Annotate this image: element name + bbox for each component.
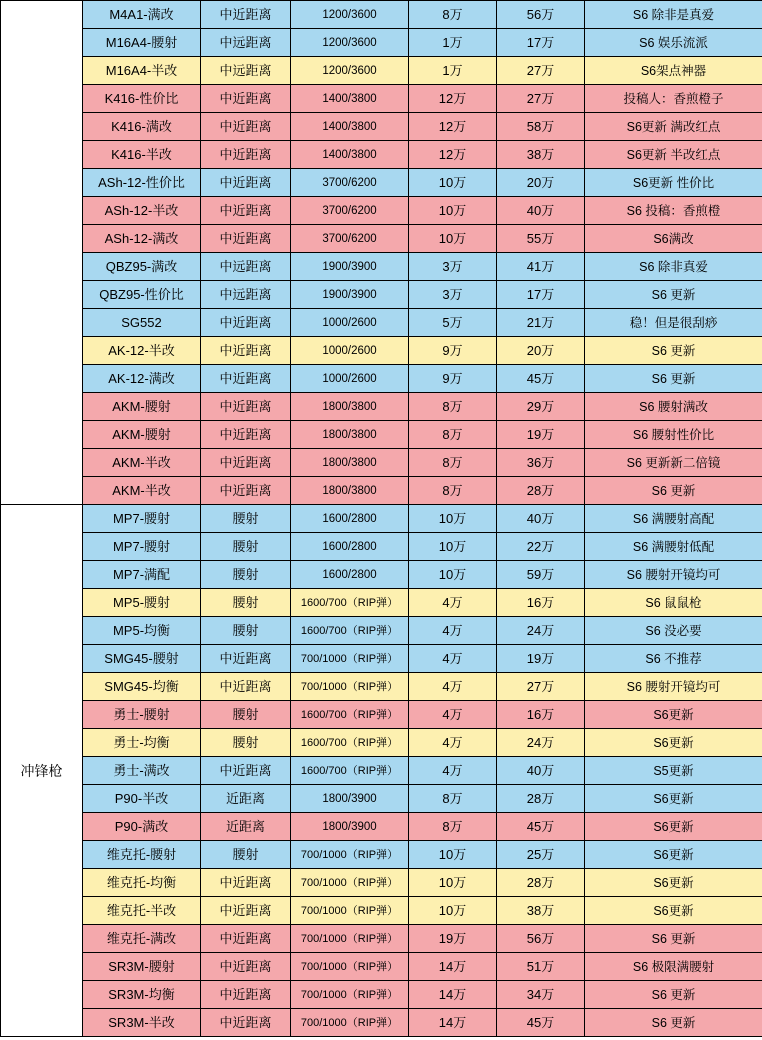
cell-dps: 19万 — [409, 925, 497, 953]
cell-note: S6 不推荐 — [585, 645, 762, 673]
cell-damage-values: 700/1000（RIP弹） — [291, 981, 409, 1009]
cell-note: S6 更新 — [585, 981, 762, 1009]
cell-engagement-range: 中近距离 — [201, 477, 291, 505]
cell-engagement-range: 中近距离 — [201, 337, 291, 365]
cell-damage-values: 1400/3800 — [291, 85, 409, 113]
cell-note: S6 满腰射高配 — [585, 505, 762, 533]
cell-price: 45万 — [497, 1009, 585, 1037]
cell-dps: 8万 — [409, 813, 497, 841]
cell-engagement-range: 中近距离 — [201, 365, 291, 393]
table-row — [1, 477, 762, 505]
cell-price: 27万 — [497, 85, 585, 113]
cell-price: 17万 — [497, 281, 585, 309]
cell-engagement-range: 中近距离 — [201, 1, 291, 29]
cell-weapon-name: M4A1-满改 — [83, 1, 201, 29]
cell-weapon-name: 维克托-腰射 — [83, 841, 201, 869]
cell-damage-values: 700/1000（RIP弹） — [291, 673, 409, 701]
cell-note: S6 满腰射低配 — [585, 533, 762, 561]
cell-engagement-range: 中近距离 — [201, 925, 291, 953]
table-row — [1, 309, 762, 337]
cell-note: S6 除非真爱 — [585, 253, 762, 281]
cell-damage-values: 1000/2600 — [291, 337, 409, 365]
cell-note: S6更新 — [585, 897, 762, 925]
cell-engagement-range: 腰射 — [201, 841, 291, 869]
table-row — [1, 981, 762, 1009]
cell-note: S6满改 — [585, 225, 762, 253]
cell-dps: 10万 — [409, 561, 497, 589]
cell-dps: 8万 — [409, 785, 497, 813]
cell-price: 56万 — [497, 925, 585, 953]
cell-damage-values: 1200/3600 — [291, 57, 409, 85]
table-row — [1, 169, 762, 197]
cell-engagement-range: 近距离 — [201, 785, 291, 813]
cell-engagement-range: 腰射 — [201, 589, 291, 617]
cell-dps: 4万 — [409, 673, 497, 701]
cell-price: 56万 — [497, 1, 585, 29]
cell-note: S6 没必要 — [585, 617, 762, 645]
cell-engagement-range: 中近距离 — [201, 673, 291, 701]
cell-engagement-range: 中远距离 — [201, 29, 291, 57]
cell-engagement-range: 中近距离 — [201, 645, 291, 673]
cell-weapon-name: 勇士-均衡 — [83, 729, 201, 757]
table-row — [1, 29, 762, 57]
cell-damage-values: 1600/700（RIP弹） — [291, 617, 409, 645]
cell-note: S6 更新 — [585, 281, 762, 309]
table-row — [1, 449, 762, 477]
cell-price: 28万 — [497, 785, 585, 813]
cell-note: S6更新 性价比 — [585, 169, 762, 197]
cell-note: S6 腰射开镜均可 — [585, 561, 762, 589]
cell-note: S6 鼠鼠枪 — [585, 589, 762, 617]
cell-damage-values: 1000/2600 — [291, 365, 409, 393]
table-row — [1, 701, 762, 729]
cell-damage-values: 1800/3800 — [291, 477, 409, 505]
cell-weapon-name: SR3M-半改 — [83, 1009, 201, 1037]
cell-price: 20万 — [497, 169, 585, 197]
cell-price: 29万 — [497, 393, 585, 421]
cell-weapon-name: SG552 — [83, 309, 201, 337]
cell-note: S6更新 — [585, 785, 762, 813]
cell-price: 38万 — [497, 897, 585, 925]
cell-engagement-range: 中近距离 — [201, 309, 291, 337]
cell-dps: 8万 — [409, 449, 497, 477]
table-row — [1, 925, 762, 953]
cell-damage-values: 3700/6200 — [291, 225, 409, 253]
table-row — [1, 673, 762, 701]
cell-weapon-name: AKM-半改 — [83, 449, 201, 477]
cell-engagement-range: 近距离 — [201, 813, 291, 841]
cell-dps: 3万 — [409, 281, 497, 309]
cell-engagement-range: 中近距离 — [201, 869, 291, 897]
cell-price: 45万 — [497, 365, 585, 393]
cell-note: S6 腰射性价比 — [585, 421, 762, 449]
cell-weapon-name: 勇士-腰射 — [83, 701, 201, 729]
table-row — [1, 533, 762, 561]
cell-damage-values: 1900/3900 — [291, 281, 409, 309]
cell-damage-values: 700/1000（RIP弹） — [291, 869, 409, 897]
cell-dps: 4万 — [409, 589, 497, 617]
table-row — [1, 113, 762, 141]
cell-price: 58万 — [497, 113, 585, 141]
cell-dps: 8万 — [409, 393, 497, 421]
table-row — [1, 589, 762, 617]
table-row — [1, 645, 762, 673]
cell-weapon-name: SMG45-腰射 — [83, 645, 201, 673]
cell-damage-values: 1200/3600 — [291, 29, 409, 57]
cell-weapon-name: K416-半改 — [83, 141, 201, 169]
cell-price: 41万 — [497, 253, 585, 281]
table-row — [1, 729, 762, 757]
cell-dps: 4万 — [409, 645, 497, 673]
cell-weapon-name: AKM-腰射 — [83, 393, 201, 421]
cell-price: 45万 — [497, 813, 585, 841]
cell-engagement-range: 中近距离 — [201, 757, 291, 785]
cell-price: 38万 — [497, 141, 585, 169]
cell-dps: 10万 — [409, 533, 497, 561]
table-row — [1, 281, 762, 309]
cell-note: S6 投稿：香煎橙 — [585, 197, 762, 225]
cell-damage-values: 1400/3800 — [291, 113, 409, 141]
cell-note: S6 娱乐流派 — [585, 29, 762, 57]
table-row — [1, 841, 762, 869]
cell-damage-values: 3700/6200 — [291, 197, 409, 225]
cell-damage-values: 700/1000（RIP弹） — [291, 897, 409, 925]
row-group-label: 冲锋枪 — [1, 505, 83, 1037]
cell-engagement-range: 中近距离 — [201, 85, 291, 113]
table-body — [1, 1, 762, 1037]
cell-weapon-name: SR3M-腰射 — [83, 953, 201, 981]
cell-weapon-name: MP7-腰射 — [83, 505, 201, 533]
cell-dps: 8万 — [409, 421, 497, 449]
cell-engagement-range: 中远距离 — [201, 57, 291, 85]
cell-dps: 14万 — [409, 981, 497, 1009]
cell-engagement-range: 中近距离 — [201, 141, 291, 169]
cell-weapon-name: MP7-满配 — [83, 561, 201, 589]
cell-engagement-range: 腰射 — [201, 617, 291, 645]
cell-dps: 10万 — [409, 225, 497, 253]
cell-dps: 9万 — [409, 365, 497, 393]
table-row — [1, 337, 762, 365]
cell-damage-values: 1000/2600 — [291, 309, 409, 337]
table-row — [1, 197, 762, 225]
cell-price: 27万 — [497, 673, 585, 701]
cell-engagement-range: 中远距离 — [201, 281, 291, 309]
cell-engagement-range: 中近距离 — [201, 897, 291, 925]
cell-dps: 10万 — [409, 897, 497, 925]
cell-weapon-name: ASh-12-满改 — [83, 225, 201, 253]
cell-engagement-range: 腰射 — [201, 701, 291, 729]
cell-dps: 12万 — [409, 141, 497, 169]
cell-note: 稳！但是很刮痧 — [585, 309, 762, 337]
table-row — [1, 897, 762, 925]
cell-engagement-range: 中近距离 — [201, 393, 291, 421]
cell-dps: 4万 — [409, 617, 497, 645]
cell-price: 24万 — [497, 729, 585, 757]
table-row — [1, 393, 762, 421]
table-row — [1, 85, 762, 113]
cell-note: S6更新 — [585, 729, 762, 757]
cell-note: S6更新 — [585, 813, 762, 841]
cell-weapon-name: P90-半改 — [83, 785, 201, 813]
cell-dps: 10万 — [409, 197, 497, 225]
cell-price: 40万 — [497, 197, 585, 225]
cell-note: S6 更新 — [585, 477, 762, 505]
table-row — [1, 1009, 762, 1037]
cell-engagement-range: 中近距离 — [201, 1009, 291, 1037]
cell-weapon-name: SR3M-均衡 — [83, 981, 201, 1009]
cell-engagement-range: 腰射 — [201, 533, 291, 561]
cell-weapon-name: MP5-腰射 — [83, 589, 201, 617]
table-row — [1, 953, 762, 981]
cell-dps: 4万 — [409, 757, 497, 785]
cell-price: 19万 — [497, 421, 585, 449]
table-row — [1, 561, 762, 589]
cell-dps: 8万 — [409, 477, 497, 505]
cell-dps: 10万 — [409, 169, 497, 197]
table-row — [1, 225, 762, 253]
cell-price: 24万 — [497, 617, 585, 645]
cell-price: 51万 — [497, 953, 585, 981]
cell-engagement-range: 中近距离 — [201, 953, 291, 981]
cell-weapon-name: SMG45-均衡 — [83, 673, 201, 701]
cell-note: S6架点神器 — [585, 57, 762, 85]
table-row — [1, 57, 762, 85]
table-row — [1, 141, 762, 169]
cell-dps: 4万 — [409, 701, 497, 729]
cell-price: 36万 — [497, 449, 585, 477]
cell-price: 55万 — [497, 225, 585, 253]
cell-dps: 10万 — [409, 505, 497, 533]
table-row — [1, 505, 762, 533]
cell-damage-values: 1800/3800 — [291, 393, 409, 421]
cell-price: 21万 — [497, 309, 585, 337]
cell-damage-values: 3700/6200 — [291, 169, 409, 197]
cell-dps: 1万 — [409, 57, 497, 85]
cell-damage-values: 1600/2800 — [291, 533, 409, 561]
cell-price: 27万 — [497, 57, 585, 85]
cell-dps: 1万 — [409, 29, 497, 57]
table-row — [1, 617, 762, 645]
table-row — [1, 757, 762, 785]
cell-price: 40万 — [497, 757, 585, 785]
table-row — [1, 253, 762, 281]
cell-note: S6 腰射开镜均可 — [585, 673, 762, 701]
cell-dps: 9万 — [409, 337, 497, 365]
cell-note: S6 腰射满改 — [585, 393, 762, 421]
cell-damage-values: 1600/2800 — [291, 505, 409, 533]
cell-engagement-range: 腰射 — [201, 729, 291, 757]
cell-price: 20万 — [497, 337, 585, 365]
cell-note: S6更新 — [585, 701, 762, 729]
cell-price: 19万 — [497, 645, 585, 673]
cell-weapon-name: M16A4-半改 — [83, 57, 201, 85]
cell-note: S6 更新 — [585, 365, 762, 393]
cell-weapon-name: M16A4-腰射 — [83, 29, 201, 57]
cell-damage-values: 1800/3800 — [291, 421, 409, 449]
cell-damage-values: 1800/3900 — [291, 813, 409, 841]
cell-damage-values: 700/1000（RIP弹） — [291, 645, 409, 673]
cell-engagement-range: 腰射 — [201, 561, 291, 589]
cell-price: 59万 — [497, 561, 585, 589]
cell-damage-values: 1600/700（RIP弹） — [291, 589, 409, 617]
cell-weapon-name: MP7-腰射 — [83, 533, 201, 561]
cell-engagement-range: 中近距离 — [201, 197, 291, 225]
cell-damage-values: 1600/700（RIP弹） — [291, 701, 409, 729]
cell-price: 28万 — [497, 477, 585, 505]
cell-weapon-name: 勇士-满改 — [83, 757, 201, 785]
cell-price: 25万 — [497, 841, 585, 869]
cell-weapon-name: QBZ95-满改 — [83, 253, 201, 281]
cell-price: 28万 — [497, 869, 585, 897]
cell-price: 34万 — [497, 981, 585, 1009]
cell-dps: 10万 — [409, 841, 497, 869]
cell-damage-values: 1600/2800 — [291, 561, 409, 589]
cell-weapon-name: K416-性价比 — [83, 85, 201, 113]
cell-weapon-name: QBZ95-性价比 — [83, 281, 201, 309]
cell-note: S6更新 — [585, 869, 762, 897]
table-row — [1, 785, 762, 813]
cell-engagement-range: 中近距离 — [201, 449, 291, 477]
cell-damage-values: 1400/3800 — [291, 141, 409, 169]
cell-note: S6 极限满腰射 — [585, 953, 762, 981]
cell-price: 17万 — [497, 29, 585, 57]
cell-weapon-name: AK-12-满改 — [83, 365, 201, 393]
cell-dps: 10万 — [409, 869, 497, 897]
cell-weapon-name: ASh-12-性价比 — [83, 169, 201, 197]
cell-note: S6 更新 — [585, 1009, 762, 1037]
cell-price: 16万 — [497, 701, 585, 729]
cell-engagement-range: 中近距离 — [201, 981, 291, 1009]
cell-weapon-name: 维克托-满改 — [83, 925, 201, 953]
table-row — [1, 869, 762, 897]
cell-damage-values: 1800/3800 — [291, 449, 409, 477]
cell-price: 22万 — [497, 533, 585, 561]
cell-dps: 12万 — [409, 85, 497, 113]
cell-engagement-range: 中近距离 — [201, 225, 291, 253]
cell-weapon-name: MP5-均衡 — [83, 617, 201, 645]
cell-dps: 12万 — [409, 113, 497, 141]
cell-engagement-range: 中近距离 — [201, 421, 291, 449]
cell-note: S6 更新 — [585, 925, 762, 953]
cell-weapon-name: ASh-12-半改 — [83, 197, 201, 225]
cell-weapon-name: 维克托-半改 — [83, 897, 201, 925]
cell-dps: 14万 — [409, 953, 497, 981]
table-row — [1, 813, 762, 841]
cell-engagement-range: 中远距离 — [201, 253, 291, 281]
cell-damage-values: 700/1000（RIP弹） — [291, 925, 409, 953]
cell-damage-values: 700/1000（RIP弹） — [291, 841, 409, 869]
table-row — [1, 365, 762, 393]
cell-damage-values: 1600/700（RIP弹） — [291, 757, 409, 785]
cell-price: 40万 — [497, 505, 585, 533]
cell-price: 16万 — [497, 589, 585, 617]
cell-note: S6更新 半改红点 — [585, 141, 762, 169]
cell-note: S6更新 满改红点 — [585, 113, 762, 141]
cell-damage-values: 700/1000（RIP弹） — [291, 1009, 409, 1037]
cell-weapon-name: AKM-半改 — [83, 477, 201, 505]
cell-damage-values: 1600/700（RIP弹） — [291, 729, 409, 757]
cell-damage-values: 1200/3600 — [291, 1, 409, 29]
table-row — [1, 1, 762, 29]
cell-note: S6 更新 — [585, 337, 762, 365]
cell-engagement-range: 腰射 — [201, 505, 291, 533]
cell-dps: 5万 — [409, 309, 497, 337]
cell-damage-values: 1800/3900 — [291, 785, 409, 813]
table-row — [1, 421, 762, 449]
cell-dps: 8万 — [409, 1, 497, 29]
cell-damage-values: 700/1000（RIP弹） — [291, 953, 409, 981]
cell-note: 投稿人：香煎橙子 — [585, 85, 762, 113]
cell-weapon-name: AK-12-半改 — [83, 337, 201, 365]
cell-note: S6更新 — [585, 841, 762, 869]
cell-note: S6 除非是真爱 — [585, 1, 762, 29]
cell-note: S6 更新新二倍镜 — [585, 449, 762, 477]
cell-note: S5更新 — [585, 757, 762, 785]
cell-weapon-name: AKM-腰射 — [83, 421, 201, 449]
row-group-label — [1, 1, 83, 505]
cell-weapon-name: 维克托-均衡 — [83, 869, 201, 897]
cell-dps: 3万 — [409, 253, 497, 281]
cell-engagement-range: 中近距离 — [201, 113, 291, 141]
cell-weapon-name: P90-满改 — [83, 813, 201, 841]
cell-dps: 4万 — [409, 729, 497, 757]
cell-weapon-name: K416-满改 — [83, 113, 201, 141]
cell-damage-values: 1900/3900 — [291, 253, 409, 281]
cell-engagement-range: 中近距离 — [201, 169, 291, 197]
cell-dps: 14万 — [409, 1009, 497, 1037]
